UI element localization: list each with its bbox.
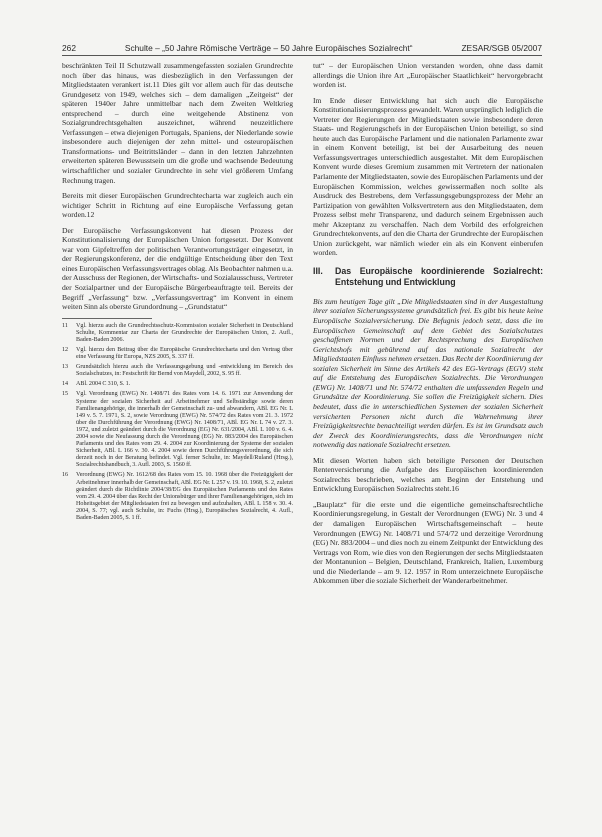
body-paragraph: beschränkten Teil II Schutzwall zusammengefassten sozialen Grundrechte noch über das hinaus, was diesbezüglich in den Verfassungen der Mitgliedstaaten verankert ist.11 Dies gilt vor allem auch für das deutsche Grundgesetz von 1949, welches sich – dem damaligen „Zeitgeist“ der späteren 1940er Jahre unmittelbar nach dem Zweiten Weltkrieg entsprechend – durch eine weitgehende Abstinenz von Sozialgrundrechtsgehalten auszeichnet, während neuzeitlichere Verfassungen – etwa diejenigen Portugals, Spaniens, der Niederlande sowie insbesondere auch diejenigen der zehn mittel- und osteuropäischen Transformations- und Beitrittsländer – dann in den letzten Jahrzehnten erweiterten späteren Bewusstsein um die große und wachsende Bedeutung wirtschaftlicher und sozialer Grundrechte in sehr viel größerem Umfang Rechnung tragen. xyxy=(62,61,293,185)
body-paragraph: Mit diesen Worten haben sich beteiligte Personen der Deutschen Rentenversicherung die Aufgabe des Europäischen koordinierenden Sozialrechts beschrieben, welches am Beginn der Entstehung und Entwicklung Europäischen Sozialrechts steht.16 xyxy=(313,455,543,494)
footnote xyxy=(62,364,293,378)
footnote-text: Grundsätzlich hierzu auch die Verfassungsgebung und -entwicklung im Bereich des Sozialschutzes, in: Festschrift für Bernd von Maydell, 2002, S. 95 ff. xyxy=(76,364,293,378)
running-header xyxy=(62,43,542,56)
footnote xyxy=(62,323,293,344)
section-number: III. xyxy=(313,265,323,276)
journal-name: ZESAR/SGB 05/2007 xyxy=(461,43,542,53)
quoted-paragraph: Bis zum heutigen Tage gilt „Die Mitgliedstaaten sind in der Ausgestaltung ihrer sozialen Sicherungssysteme grundsätzlich frei. Es gibt bis heute keine Europäische Sozialversicherung. Die Befugnis jedoch setzt, dass die im Europäischen Gemeinschaft auf dem Gebiet des Sozialschutzes geschaffenen Normen und der Rechtsprechung des Europäischen Gerichtshofs mit gebührend auf das nationale Sozialrecht der Mitgliedstaaten Einfluss nehmen ersetzen. Das Recht der Koordinierung der sozialen Sicherheit im Sinne des Artikels 42 des EG-Vertrags (EGV) steht auf die Entstehung des Europäischen Sozialrechts. Die Verordnungen (EWG) Nr. 1408/71 und Nr. 574/72 enthalten die umfassenden Regeln und Grundsätze der Koordinierung. Sie sollen die Freizügigkeit sichern. Dies bedeutet, dass die in unterschiedlichen Systemen der sozialen Sicherheit versicherten Personen nicht durch die Wahrnehmung ihrer Freizügigkeitsrechte benachteiligt werden dürfen. Es ist im Grundsatz auch der Zweck des Koordinierungsrechts, dass die Verordnungen nicht notwendig das nationale Sozialrecht ersetzen. xyxy=(313,296,543,450)
footnote-number: 14 xyxy=(62,381,69,388)
footnote xyxy=(62,472,293,522)
footnote-text: Verordnung (EWG) Nr. 1612/68 des Rates vom 15. 10. 1968 über die Freizügigkeit der Arbeitnehmer innerhalb der Gemeinschaft, ABl. EG Nr. L 257 v. 19. 10. 1968, S. 2, zuletzt geändert durch die Richtlinie 2004/38/EG des Europäischen Parlaments und des Rates vom 29. 4. 2004 über das Recht der Unionsbürger und ihrer Familienangehörigen, sich im Hoheitsgebiet der Mitgliedstaaten frei zu bewegen und aufzuhalten, ABl. L 158 v. 30. 4. 2004, S. 77; vgl. auch Schulte, in: Fuchs (Hrsg.), Europäisches Sozialrecht, 4. Aufl., Baden-Baden 2005, S. 1 ff. xyxy=(76,472,293,522)
footnote-text: ABl. 2004 C 310, S. 1. xyxy=(76,381,131,388)
running-title: Schulte – „50 Jahre Römische Verträge – 50 Jahre Europäisches Sozialrecht“ xyxy=(124,43,413,53)
footnote-number: 16 xyxy=(62,472,69,479)
page-number: 262 xyxy=(62,43,76,53)
footnote-text: Vgl. Verordnung (EWG) Nr. 1408/71 des Rates vom 14. 6. 1971 zur Anwendung der Systeme der sozialen Sicherheit auf Arbeitnehmer und Selbständige sowie deren Familienangehörige, die innerhalb der Gemeinschaft zu- und abwandern, ABl. EG Nr. L 149 v. 5. 7. 1971, S. 2, sowie Verordnung (EWG) Nr. 574/72 des Rates vom 21. 3. 1972 über die Durchführung der Verordnung (EWG) Nr. 1408/71, ABl. EG Nr. L 74 v. 27. 3. 1972, und zuletzt geändert durch die Verordnung (EG) Nr. 631/2004, ABl. L 100 v. 6. 4. 2004 sowie die Neufassung durch die Verordnung (EG) Nr. 883/2004 des Europäischen Parlaments und des Rates vom 29. 4. 2004 zur Koordinierung der Systeme der sozialen Sicherheit, ABl. L 166 v. 30. 4. 2004 sowie deren Durchführungsverordnung, die sich derzeit noch in der Beratung befindet. Vgl. ferner Schulte, in: Maydell/Ruland (Hrsg.), Sozialrechtshandbuch, 3. Aufl. 2003, S. 1560 ff. xyxy=(76,391,293,469)
section-heading xyxy=(313,266,543,288)
footnote xyxy=(62,391,293,469)
footnote-number: 15 xyxy=(62,391,69,398)
right-column xyxy=(313,61,543,592)
section-title: Das Europäische koordinierende Sozialrecht: Entstehung und Entwicklung xyxy=(335,265,543,287)
footnote-divider xyxy=(62,318,152,319)
footnote xyxy=(62,381,293,388)
footnote-number: 12 xyxy=(62,346,69,353)
footnote xyxy=(62,347,293,361)
footnote-number: 13 xyxy=(62,364,69,371)
body-paragraph: „Bauplatz“ für die erste und die eigentliche gemeinschaftsrechtliche Koordinierungsregelung, in Gestalt der Verordnungen (EWG) Nr. 3 und 4 der damaligen Europäischen Wirtschaftsgemeinschaft – heute Verordnungen (EWG) Nr. 1408/71 und 574/72 und derzeitige Verordnung (EG) Nr. 883/2004 – und dies noch zu einem Zeitpunkt der Entwicklung des Vertrags von Rom, wie dies von den Regierungen der sechs Mitgliedstaaten der Montanunion – Belgien, Deutschland, Frankreich, Italien, Luxemburg und die Niederlande – am 9. 12. 1957 in Rom unterzeichnete Europäische Abkommen über die soziale Sicherheit der Wanderarbeitnehmer. xyxy=(313,499,543,586)
footnote-text: Vgl. hierzu den Beitrag über die Europäische Grundrechtecharta und den Vertrag über eine Verfassung für Europa, NZS 2005, S. 337 ff. xyxy=(76,346,293,361)
body-paragraph: Im Ende dieser Entwicklung hat sich auch die Europäische Konstitutionalisierungsprozess gewandelt. Waren ursprünglich lediglich die Vertreter der Regierungen der Mitgliedstaaten sowie insbesondere deren Staats- und Regierungschefs in der Europäischen Union beteiligt, so sind heute auch das Europäische Parlament und die nationalen Parlamente zwar in einem Konvent beteiligt, ist bei der Ausarbeitung des neuen Verfassungsvertrages unterschiedlich ausgestaltet. Mit dem Europäischen Konvent wurde dieses Gremium zusammen mit Vertretern der nationalen Parlamente der Mitgliedstaaten, sowie des Europäischen Parlaments und der Europäischen Kommission, welches gewissermaßen noch sollte als Ausdruck des Bestrebens, dem Verfassungsgebungsprozess der Mehr an Partizipation von gewählten Volksvertretern aus den Mitgliedstaaten, dem Prozess selbst mehr Transparenz, und dadurch seinem Ergebnissen auch mehr Akzeptanz zu verschaffen. Nach dem Vorbild des erfolgreichen Grundrechtekonvents, auf den die Charta der Grundrechte der Europäischen Union zurückgeht, war nämlich wieder ein als ein Konvent einberufen worden. xyxy=(313,95,543,258)
left-column xyxy=(62,61,293,525)
body-paragraph: Der Europäische Verfassungskonvent hat diesen Prozess der Konstitutionalisierung der Europäischen Union fortgesetzt. Der Konvent war vom Gipfeltreffen der politischen Verantwortungsträger eingesetzt, in der Regierungskonferenz, der die endgültige Entscheidung über den Text eines Europäischen Verfassungsvertrages oblag. Als Beobachter nahmen u.a. der Ausschuss der Regionen, der Wirtschafts- und Sozialausschuss, Vertreter der Sozialpartner und der Europäische Bürgerbeauftragte teil. Bereits der Begriff „Verfassung“ bzw. „Verfassungsvertrag“ im Konvent in einem weiten Sinn als oberste Grundordnung – „Grundstatut“ xyxy=(62,225,293,312)
footnote-number: 11 xyxy=(62,322,68,329)
body-paragraph: Bereits mit dieser Europäischen Grundrechtecharta war zugleich auch ein wichtiger Schritt in Richtung auf eine Europäische Verfassung getan worden.12 xyxy=(62,191,293,220)
body-paragraph: tut“ – der Europäischen Union verstanden worden, ohne dass damit allerdings die Union ihre Art „Europäischer Staatlichkeit“ hervorgebracht worden ist. xyxy=(313,61,543,90)
footnote-text: Vgl. hierzu auch die Grundrechtsschutz-Kommission sozialer Sicherheit in Deutschland Schulte, Kommentar zur Charta der Grundrechte der Europäischen Union, 2. Aufl., Baden-Baden 2006. xyxy=(76,322,293,343)
